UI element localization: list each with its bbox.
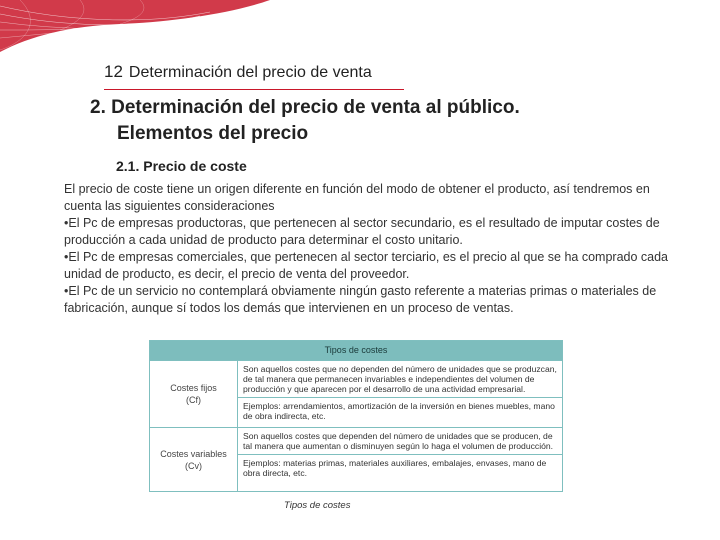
body-paragraph-productoras: •El Pc de empresas productoras, que pertenecen al sector secundario, es el resultado de imputar costes de producción a cada unidad de producto para determinar el costo unitario. — [64, 216, 660, 247]
row-label-name: Costes variables — [160, 449, 227, 459]
row-definition: Son aquellos costes que no dependen del número de unidades que se produzcan, de tal manera que permanecen invariables e independientes del volumen de producción y que aparecen por el desarrollo de una actividad empresarial. — [243, 364, 557, 394]
row-label-abbr: (Cv) — [185, 461, 202, 471]
row-definition: Son aquellos costes que dependen del número de unidades que se producen, de tal manera que aumentan o disminuyen según lo haga el volumen de producción. — [243, 431, 554, 451]
chapter-number: 12 — [104, 62, 123, 81]
slide-title — [90, 95, 690, 147]
body-paragraph-servicio: •El Pc de un servicio no contemplará obviamente ningún gasto referente a materias primas o materiales de fabricación, aunque sí todos los demás que intervienen en un proceso de ventas. — [64, 284, 657, 315]
table-row-label — [150, 428, 238, 492]
table-row-label — [150, 361, 238, 427]
chapter-header — [104, 62, 372, 82]
body-paragraph-intro: El precio de coste tiene un origen diferente en función del modo de obtener el producto, así tendremos en cuenta las siguientes consideraciones — [64, 182, 650, 213]
table-row — [150, 427, 562, 492]
slide-title-line1: 2. Determinación del precio de venta al público. — [90, 97, 520, 118]
slide-title-line2: Elementos del precio — [117, 123, 309, 144]
row-examples: Ejemplos: materias primas, materiales auxiliares, embalajes, envases, mano de obra directa, etc. — [238, 454, 562, 492]
decorative-wave-graphic — [0, 0, 280, 60]
body-paragraph-comerciales: •El Pc de empresas comerciales, que pertenecen al sector terciario, es el precio al que se ha comprado cada unidad de producto, es decir, el precio de venta del proveedor. — [64, 250, 668, 281]
row-label-abbr: (Cf) — [186, 395, 201, 405]
row-label-name: Costes fijos — [170, 383, 217, 393]
cost-types-table — [149, 340, 563, 492]
table-caption: Tipos de costes — [284, 500, 351, 511]
section-subheading: 2.1. Precio de coste — [116, 158, 247, 174]
body-text — [64, 181, 684, 317]
table-row — [150, 360, 562, 427]
chapter-title: Determinación del precio de venta — [128, 64, 372, 81]
row-examples: Ejemplos: arrendamientos, amortización de la inversión en bienes muebles, mano de obra indirecta, etc. — [238, 397, 562, 427]
header-underline — [104, 89, 404, 90]
table-title: Tipos de costes — [150, 341, 562, 360]
